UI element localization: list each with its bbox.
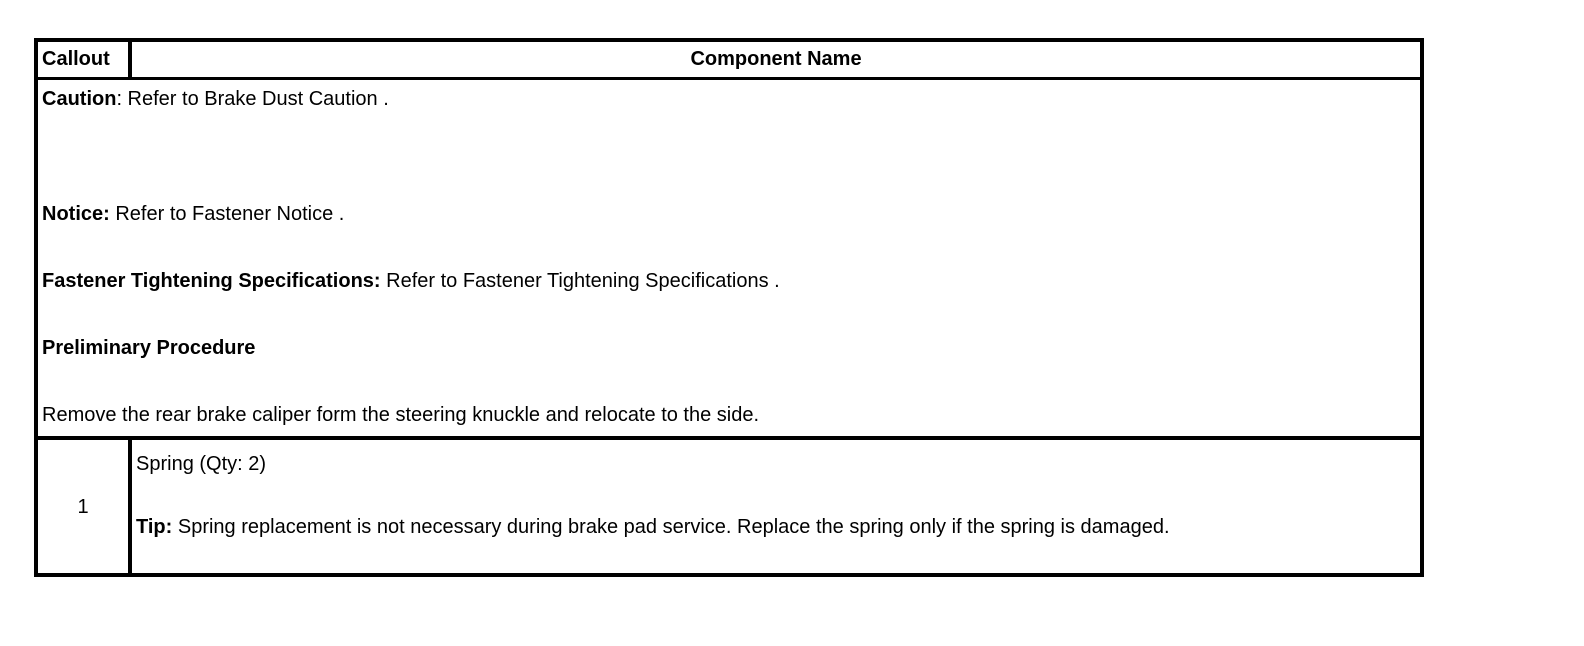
preliminary-procedure-text: Remove the rear brake caliper form the steering knuckle and relocate to the side.: [42, 404, 760, 426]
table-row: [38, 440, 1420, 573]
notice-label: Notice:: [42, 203, 110, 225]
component-name: Spring (Qty: 2): [136, 453, 267, 475]
tip-label: Tip:: [136, 516, 173, 538]
notes-row: [38, 80, 1420, 440]
notice-line: [42, 202, 344, 226]
preliminary-procedure-heading: Preliminary Procedure: [42, 337, 256, 359]
header-callout: Callout: [38, 42, 132, 77]
caution-line: [42, 87, 389, 111]
tip-line: [136, 515, 1170, 539]
notice-text: Refer to Fastener Notice .: [109, 203, 345, 225]
table-header-row: [38, 42, 1420, 80]
header-component-name: Component Name: [690, 48, 862, 70]
procedure-table: [34, 38, 1424, 577]
caution-label: Caution: [42, 88, 117, 110]
fastener-spec-label: Fastener Tightening Specifications:: [42, 270, 381, 292]
step-component-cell: [132, 440, 1420, 573]
step-callout: 1: [38, 440, 132, 573]
fastener-spec-line: [42, 269, 780, 293]
caution-text: : Refer to Brake Dust Caution .: [116, 88, 389, 110]
fastener-spec-text: Refer to Fastener Tightening Specifications .: [380, 270, 780, 292]
tip-text: Spring replacement is not necessary during brake pad service. Replace the spring only if the spring is damaged.: [172, 516, 1170, 538]
